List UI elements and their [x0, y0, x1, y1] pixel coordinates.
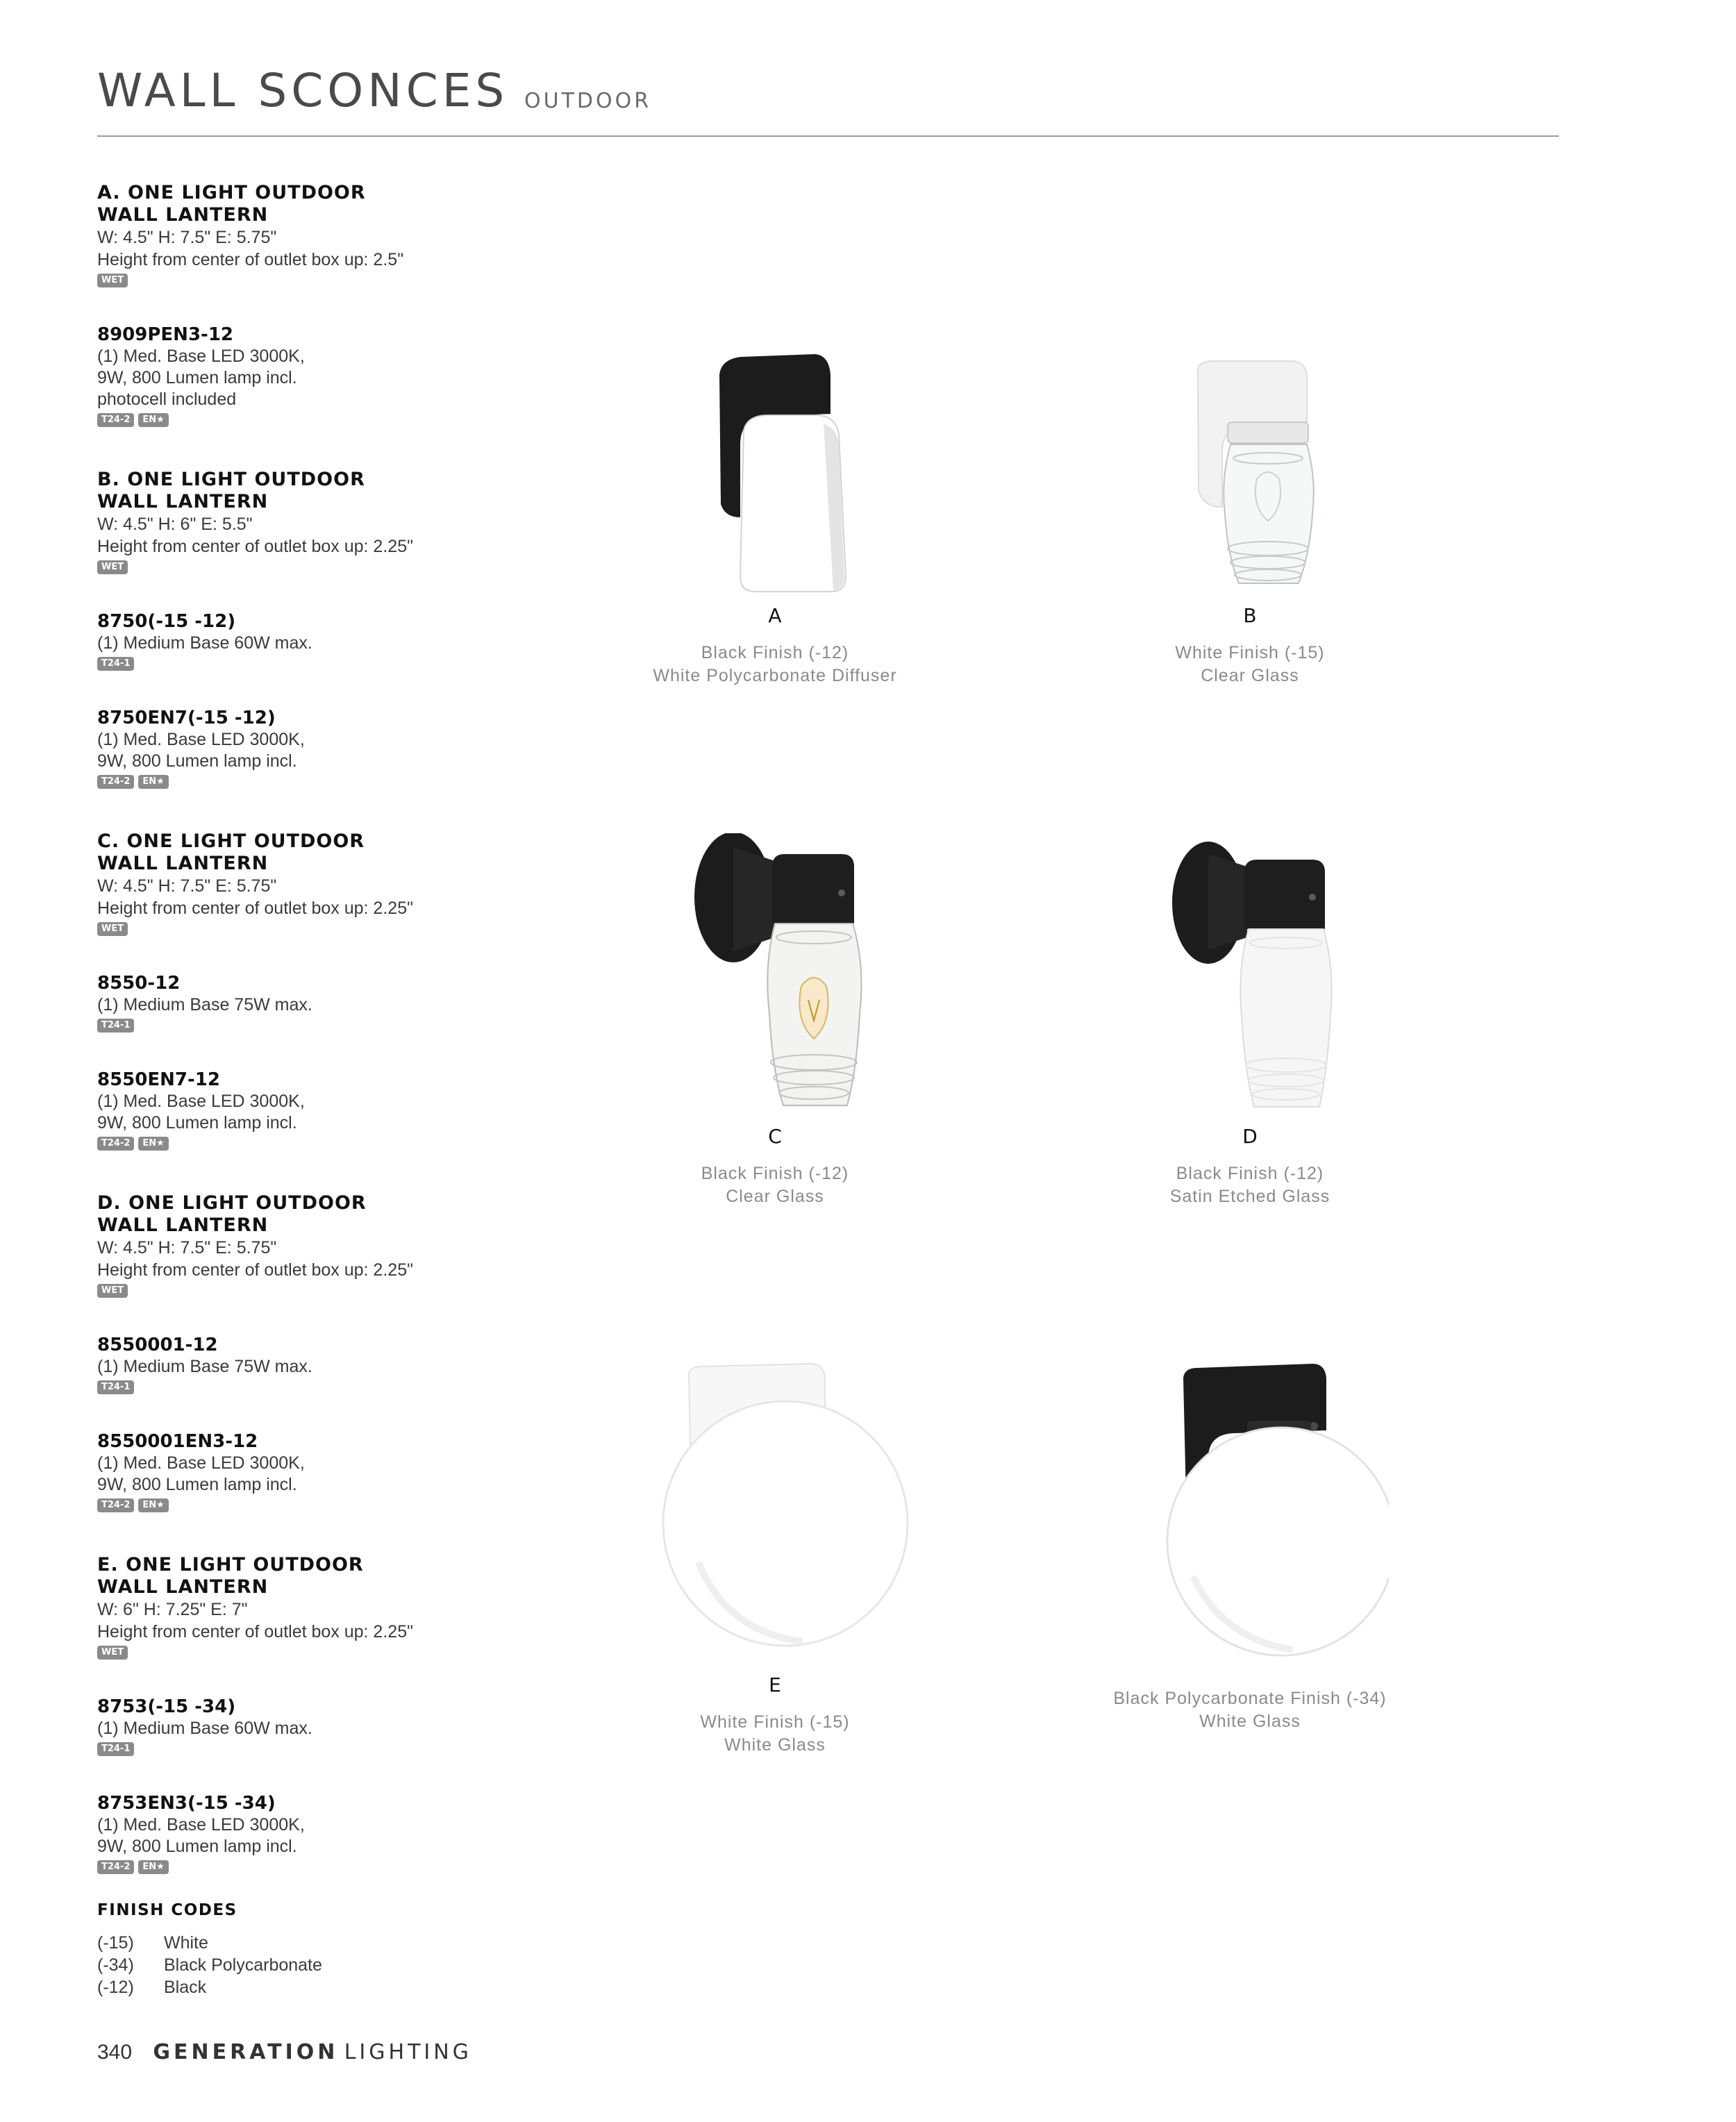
spec-section: [97, 1192, 583, 1517]
model-badges: [97, 657, 583, 675]
model-badges: [97, 1137, 583, 1155]
product-letter: D: [1242, 1125, 1258, 1148]
product-b: [1055, 347, 1444, 687]
section-title: A. ONE LIGHT OUTDOOR: [97, 182, 366, 203]
spec-section: [97, 182, 583, 431]
cert-badge: EN★: [138, 1498, 168, 1512]
finish-code: (-34): [97, 1955, 134, 1975]
product-letter: C: [768, 1125, 782, 1148]
model-description: (1) Med. Base LED 3000K,: [97, 1092, 305, 1111]
product-a: [581, 347, 969, 687]
model-number: 8750EN7(-15 -12): [97, 708, 276, 728]
product-caption-glass: White Glass: [1199, 1712, 1301, 1731]
model-number: 8753(-15 -34): [97, 1696, 236, 1717]
product-caption-finish: White Finish (-15): [700, 1712, 850, 1732]
section-title: B. ONE LIGHT OUTDOOR: [97, 469, 365, 490]
product-c: [581, 833, 969, 1208]
product-caption-glass: Satin Etched Glass: [1169, 1187, 1330, 1206]
section-title: WALL LANTERN: [97, 204, 269, 226]
mount-height: Height from center of outlet box up: 2.5": [97, 250, 404, 269]
spec-section: [97, 830, 583, 1155]
wet-badge: WET: [97, 922, 128, 936]
cert-badge: T24-2: [97, 1860, 134, 1874]
model-entry: [97, 1334, 583, 1398]
cert-badge: T24-1: [97, 657, 134, 671]
cert-badge: EN★: [138, 1860, 168, 1874]
model-number: 8909PEN3-12: [97, 324, 234, 345]
dimensions: W: 6" H: 7.25" E: 7": [97, 1600, 248, 1619]
product-caption-finish: Black Finish (-12): [701, 1164, 849, 1183]
rating-badges: [97, 1646, 583, 1664]
cert-badge: EN★: [138, 775, 168, 789]
product-e-white-image: [636, 1354, 914, 1673]
product-caption-glass: White Polycarbonate Diffuser: [653, 666, 897, 685]
product-e-white: [581, 1354, 969, 1757]
header-divider: [97, 135, 1559, 137]
model-entry: [97, 972, 583, 1037]
product-caption-finish: Black Finish (-12): [701, 643, 849, 662]
page-title: WALL SCONCES: [97, 64, 509, 117]
page-footer: [97, 2040, 472, 2064]
dimensions: W: 4.5" H: 7.5" E: 5.75": [97, 228, 277, 247]
cert-badge: T24-2: [97, 1498, 134, 1512]
wet-badge: WET: [97, 1284, 128, 1298]
finish-code-row: [97, 1954, 322, 1976]
model-description: photocell included: [97, 390, 237, 409]
model-entry: [97, 324, 583, 431]
page-number: 340: [97, 2041, 133, 2064]
model-number: 8550001EN3-12: [97, 1431, 258, 1452]
mount-height: Height from center of outlet box up: 2.25": [97, 899, 413, 918]
model-description: 9W, 800 Lumen lamp incl.: [97, 1837, 297, 1856]
product-letter: E: [769, 1673, 781, 1696]
spec-column: [97, 182, 583, 1916]
spec-section: [97, 469, 583, 793]
finish-code: (-12): [97, 1978, 134, 1997]
finish-name: White: [164, 1933, 208, 1953]
model-description: (1) Medium Base 75W max.: [97, 995, 312, 1014]
finish-codes: [97, 1901, 322, 1998]
wet-badge: WET: [97, 560, 128, 574]
model-entry: [97, 707, 583, 793]
dimensions: W: 4.5" H: 6" E: 5.5": [97, 515, 253, 534]
product-letter: B: [1243, 604, 1257, 627]
model-description: (1) Med. Base LED 3000K,: [97, 1453, 305, 1473]
model-description: (1) Med. Base LED 3000K,: [97, 1815, 305, 1835]
model-number: 8550EN7-12: [97, 1069, 220, 1090]
rating-badges: [97, 922, 583, 940]
brand-name-bold: GENERATION: [153, 2040, 339, 2064]
cert-badge: T24-2: [97, 413, 134, 427]
finish-codes-title: FINISH CODES: [97, 1901, 237, 1919]
model-badges: [97, 1860, 583, 1878]
page-subtitle: OUTDOOR: [524, 89, 652, 113]
cert-badge: T24-1: [97, 1380, 134, 1394]
mount-height: Height from center of outlet box up: 2.25": [97, 1622, 413, 1641]
finish-code-row: [97, 1932, 322, 1954]
mount-height: Height from center of outlet box up: 2.25": [97, 537, 413, 556]
model-number: 8550-12: [97, 973, 181, 994]
mount-height: Height from center of outlet box up: 2.25": [97, 1260, 413, 1280]
model-badges: [97, 1742, 583, 1760]
section-title: E. ONE LIGHT OUTDOOR: [97, 1554, 364, 1576]
dimensions: W: 4.5" H: 7.5" E: 5.75": [97, 876, 277, 896]
model-number: 8753EN3(-15 -34): [97, 1793, 276, 1814]
model-description: (1) Medium Base 75W max.: [97, 1357, 312, 1376]
model-entry: [97, 1430, 583, 1517]
cert-badge: T24-2: [97, 1137, 134, 1151]
model-entry: [97, 1069, 583, 1155]
model-badges: [97, 1498, 583, 1517]
section-title: WALL LANTERN: [97, 491, 269, 512]
wet-badge: WET: [97, 1646, 128, 1660]
model-description: 9W, 800 Lumen lamp incl.: [97, 1475, 297, 1494]
cert-badge: T24-1: [97, 1742, 134, 1756]
finish-name: Black: [164, 1978, 207, 1997]
model-description: 9W, 800 Lumen lamp incl.: [97, 751, 297, 771]
finish-code: (-15): [97, 1933, 134, 1953]
product-caption-glass: White Glass: [724, 1735, 826, 1755]
product-c-image: [636, 833, 914, 1125]
section-title: WALL LANTERN: [97, 1576, 269, 1598]
model-number: 8550001-12: [97, 1335, 218, 1355]
product-b-image: [1111, 347, 1389, 604]
model-description: 9W, 800 Lumen lamp incl.: [97, 1113, 297, 1133]
model-badges: [97, 775, 583, 793]
model-description: (1) Medium Base 60W max.: [97, 633, 312, 653]
product-d: [1055, 833, 1444, 1208]
model-description: (1) Med. Base LED 3000K,: [97, 730, 305, 749]
wet-badge: WET: [97, 274, 128, 287]
finish-name: Black Polycarbonate: [164, 1955, 322, 1975]
cert-badge: T24-1: [97, 1019, 134, 1033]
model-entry: [97, 610, 583, 675]
product-e-black: [1055, 1354, 1444, 1733]
product-caption-finish: Black Polycarbonate Finish (-34): [1113, 1689, 1387, 1708]
cert-badge: EN★: [138, 413, 168, 427]
section-title: WALL LANTERN: [97, 853, 269, 874]
spec-section: [97, 1554, 583, 1878]
model-description: (1) Med. Base LED 3000K,: [97, 346, 305, 366]
model-badges: [97, 1380, 583, 1398]
product-caption-finish: Black Finish (-12): [1176, 1164, 1324, 1183]
product-caption-glass: Clear Glass: [1201, 666, 1299, 685]
cert-badge: T24-2: [97, 775, 134, 789]
product-caption-glass: Clear Glass: [726, 1187, 824, 1206]
section-title: D. ONE LIGHT OUTDOOR: [97, 1192, 367, 1214]
rating-badges: [97, 1284, 583, 1302]
cert-badge: EN★: [138, 1137, 168, 1151]
model-description: 9W, 800 Lumen lamp incl.: [97, 368, 297, 387]
product-letter: A: [768, 604, 782, 627]
model-number: 8750(-15 -12): [97, 611, 236, 632]
product-caption-finish: White Finish (-15): [1175, 643, 1325, 662]
section-title: C. ONE LIGHT OUTDOOR: [97, 830, 365, 852]
model-badges: [97, 413, 583, 431]
brand-name-light: LIGHTING: [344, 2040, 472, 2064]
rating-badges: [97, 274, 583, 292]
product-a-image: [636, 347, 914, 604]
model-entry: [97, 1792, 583, 1878]
model-entry: [97, 1696, 583, 1760]
model-badges: [97, 1019, 583, 1037]
section-title: WALL LANTERN: [97, 1214, 269, 1236]
product-d-image: [1111, 833, 1389, 1125]
product-e-black-image: [1111, 1354, 1389, 1673]
finish-code-row: [97, 1976, 322, 1998]
rating-badges: [97, 560, 583, 578]
dimensions: W: 4.5" H: 7.5" E: 5.75": [97, 1238, 277, 1258]
model-description: (1) Medium Base 60W max.: [97, 1719, 312, 1738]
